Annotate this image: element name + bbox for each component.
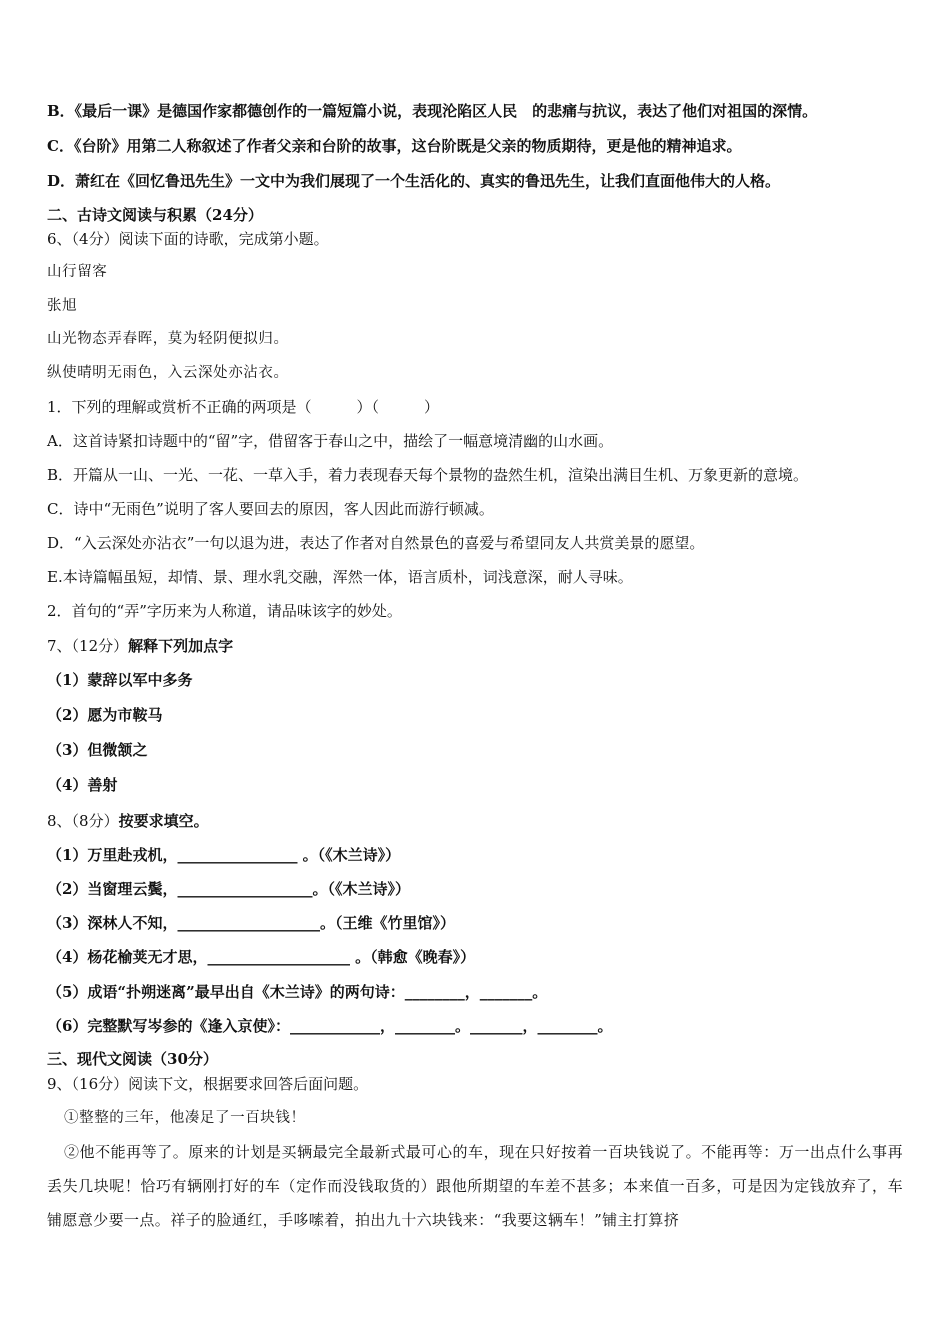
q7-number: 7、（12分） xyxy=(47,637,129,655)
q6-sub-question-2: 2．首句的“弄”字历来为人称道，请品味该字的妙处。 xyxy=(47,602,402,620)
q9-paragraph-2: ②他不能再等了。原来的计划是买辆最完全最新式最可心的车，现在只好按着一百块钱说了。不能再等：万一出点什么事再丢失几块呢！恰巧有辆刚打好的车（定作而没钱取货的）跟他所期望的车差不甚多；本来值一百多，可是因为定钱放弃了，车铺愿意少要一点。祥子的脸通红，手哆嗦着，拍出九十六块钱来：“我要这辆车！”铺主打算挤 xyxy=(47,1143,903,1229)
q9-paragraph-1: ①整整的三年，他凑足了一百块钱！ xyxy=(64,1110,306,1126)
q5-option-b: B．《最后一课》是德国作家都德创作的一篇短篇小说，表现沦陷区人民 的悲痛与抗议，表达了他们对祖国的深情。 xyxy=(47,102,818,120)
q6-option-a: A．这首诗紧扣诗题中的“留”字，借留客于春山之中，描绘了一幅意境清幽的山水画。 xyxy=(47,432,614,450)
q6-option-d: D．“入云深处亦沾衣”一句以退为进，表达了作者对自然景色的喜爱与希望同友人共赏美景的愿望。 xyxy=(47,534,705,552)
section-2-heading: 二、古诗文阅读与积累（24分） xyxy=(47,206,263,224)
section-3-heading: 三、现代文阅读（30分） xyxy=(47,1050,218,1068)
q8-item-3: （3）深林人不知，___________________。（王维《竹里馆》） xyxy=(47,914,455,932)
q8-instruction: 按要求填空。 xyxy=(118,812,209,830)
q7-instruction: 解释下列加点字 xyxy=(128,637,234,655)
q7-item-4: （4）善射 xyxy=(47,776,118,794)
poem-author: 张旭 xyxy=(47,298,78,314)
q9-intro: 9、（16分）阅读下文，根据要求回答后面问题。 xyxy=(47,1075,369,1093)
q7-item-2: （2）愿为市鞍马 xyxy=(47,706,163,724)
q6-option-b: B．开篇从一山、一光、一花、一草入手，着力表现春天每个景物的盎然生机，渲染出满目生机、万象更新的意境。 xyxy=(47,466,809,484)
q7-item-3: （3）但微颔之 xyxy=(47,741,148,759)
q8-item-1: （1）万里赴戎机，________________ 。（《木兰诗》） xyxy=(47,846,401,864)
q8-item-6: （6）完整默写岑参的《逢入京使》：____________，________。_______，________。 xyxy=(47,1017,613,1035)
q6-sub-question-1: 1．下列的理解或赏析不正确的两项是（ ）（ ） xyxy=(47,398,440,416)
q8-header xyxy=(47,811,209,831)
q8-item-4: （4）杨花榆荚无才思，___________________ 。（韩愈《晚春》） xyxy=(47,948,476,966)
q6-option-c: C．诗中“无雨色”说明了客人要回去的原因，客人因此而游行顿减。 xyxy=(47,500,494,518)
poem-line-1: 山光物态弄春晖，莫为轻阴便拟归。 xyxy=(47,331,289,347)
q5-option-c: C．《台阶》用第二人称叙述了作者父亲和台阶的故事，这台阶既是父亲的物质期待，更是他的精神追求。 xyxy=(47,137,742,155)
q7-header xyxy=(47,636,233,656)
q6-intro: 6、（4分）阅读下面的诗歌，完成第小题。 xyxy=(47,230,329,248)
q8-item-2: （2）当窗理云鬓，__________________。（《木兰诗》） xyxy=(47,880,410,898)
poem-line-2: 纵使晴明无雨色，入云深处亦沾衣。 xyxy=(47,365,289,381)
q5-option-d: D．萧红在《回忆鲁迅先生》一文中为我们展现了一个生活化的、真实的鲁迅先生，让我们直面他伟大的人格。 xyxy=(47,172,781,190)
q6-option-e: E.本诗篇幅虽短，却情、景、理水乳交融，浑然一体，语言质朴，词浅意深，耐人寻味。 xyxy=(47,568,633,586)
q7-item-1: （1）蒙辞以军中多务 xyxy=(47,671,193,689)
poem-title: 山行留客 xyxy=(47,264,108,280)
q8-item-5: （5）成语“扑朔迷离”最早出自《木兰诗》的两句诗：________，_______。 xyxy=(47,983,548,1001)
q8-number: 8、（8分） xyxy=(47,812,119,830)
